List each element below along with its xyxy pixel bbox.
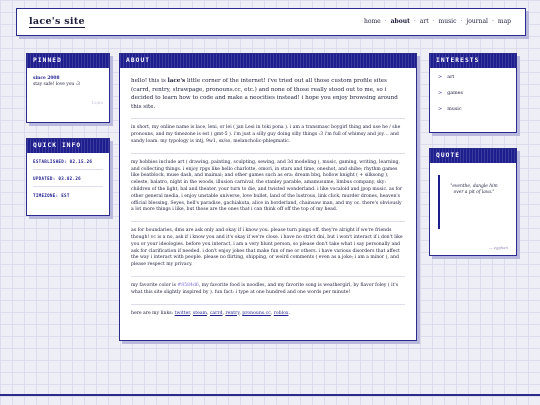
- divider: [131, 304, 405, 305]
- quote-source: — egghan: [488, 245, 508, 250]
- links-list: twitter, steam, carrd, rentry, pronouns.cc, roblox.: [174, 310, 290, 316]
- about-hobbies: my hobbies include art ( drawing, painting, sculpting, sewing, and 3d modeling ), music, gaming, writing, learning, and collecting things. i enjoy rpgs like hello charlotte, omori, in stars and time, oneshot, and shibe; rhythm games like beatblock, muse dash, and maimai; and other games such as era: dream bbq, hollow knight ( + silksong ), celeste, balatro, night in the woods, illusion carnival, the stanley parable, amamusume, limbus company, sky: children of the light, bal and theater, your turn to die, and twisted wonderland. i like vocaloid and jpop music. as for other general media, i enjoy unstable universe, love bullet, land of the lustrous, link click, murder drones, heaven's official blessing, Seyes, hell's paradise, gachiakuta, alice in borderland, chainsaw man, and my oc. there's obviously a lot more things i like, but those are the ones that i can think off off the top of my head.: [131, 159, 403, 213]
- arrow-icon: >: [438, 74, 443, 80]
- pinned-counter: 12/63: [91, 100, 103, 105]
- pinned-panel: [26, 53, 110, 123]
- link-rentry[interactable]: rentry: [225, 310, 240, 316]
- quote-panel: [429, 148, 517, 256]
- divider: [131, 118, 405, 119]
- link-carrd[interactable]: carrd: [209, 310, 223, 316]
- link-steam[interactable]: steam: [192, 310, 207, 316]
- divider: [131, 153, 405, 154]
- interests-list: [430, 68, 516, 112]
- interest-label: music: [447, 107, 462, 112]
- about-heading: ABOUT: [120, 54, 416, 68]
- quick-info-heading: QUICK INFO: [27, 139, 109, 153]
- nav-link-home[interactable]: home: [363, 18, 381, 25]
- nav-link-about[interactable]: about: [390, 18, 410, 25]
- interest-item[interactable]: [438, 90, 516, 96]
- footer-divider: [0, 394, 540, 396]
- quote-heading: QUOTE: [430, 149, 516, 163]
- interest-item[interactable]: [438, 106, 516, 112]
- nav-separator: ·: [432, 18, 435, 25]
- nav-link-art[interactable]: art: [419, 18, 429, 25]
- updated-date: UPDATED: 03.02.26: [33, 170, 103, 187]
- nav-separator: ·: [413, 18, 416, 25]
- nav-link-music[interactable]: music: [438, 18, 457, 25]
- about-intro: hello! this is lace's little corner of the internet! i've tried out all those custom profile sites (carrd, rentry, strawpage, pronouns.cc, etc.) and none of those really stood out to me, so i decided to learn how to code and make a neocities instead! i hope you enjoy browsing around this site.: [131, 78, 398, 110]
- site-owner-name: lace's: [167, 78, 186, 84]
- link-pronouns-cc[interactable]: pronouns.cc: [242, 310, 271, 316]
- arrow-icon: >: [438, 90, 443, 96]
- nav-link-journal[interactable]: journal: [466, 18, 488, 25]
- pinned-date: since 2008: [33, 76, 60, 81]
- divider: [131, 276, 405, 277]
- interest-item[interactable]: [438, 74, 516, 80]
- arrow-icon: >: [438, 106, 443, 112]
- interests-panel: [429, 53, 517, 133]
- about-panel: [119, 53, 417, 341]
- divider: [131, 221, 405, 222]
- pinned-text: stay safe! love you :3: [33, 82, 80, 87]
- site-header: [16, 8, 526, 36]
- established-date: ESTABLISHED: 02.15.26: [33, 153, 103, 170]
- interest-label: games: [447, 91, 463, 96]
- link-roblox[interactable]: roblox: [273, 310, 289, 316]
- favorite-color-value: #8584d6: [177, 282, 199, 288]
- about-links: here are my links: twitter, steam, carrd, rentry, pronouns.cc, roblox.: [131, 310, 290, 316]
- nav-separator: ·: [460, 18, 463, 25]
- quick-info-panel: [26, 138, 110, 216]
- about-identity: in short, my online name is lace, leni, or lei ( jan Lesi in toki pona ). i am a transmasc boygirl thing and use he / she pronouns, and my timezone is est ( gmt-5 ). i'm just a silly guy doing silly things :3 i'm full of whimsy and joy… and sandy loam. my typology is intj, 9w1, sx/so, melancholic-phlegmatic.: [131, 125, 401, 144]
- quote-text: "eventhe, dangle him over a pit of lava.": [438, 175, 508, 229]
- main-nav: [364, 18, 511, 25]
- site-title[interactable]: lace's site: [29, 16, 85, 27]
- nav-separator: ·: [384, 18, 387, 25]
- nav-link-map[interactable]: map: [497, 18, 511, 25]
- link-twitter[interactable]: twitter: [174, 310, 190, 316]
- pinned-heading: PINNED: [27, 54, 109, 68]
- about-favorites: my favorite color is #8584d6, my favorite food is noodles, and my favorite song is weathergirl, by flavor foley ( it's what this site slightly inspired by ). fun fact: i type at one hundred and one words per minute!: [131, 282, 399, 295]
- timezone: TIMEZONE: EST: [33, 193, 70, 198]
- interest-label: art: [447, 75, 455, 80]
- nav-separator: ·: [491, 18, 494, 25]
- about-boundaries: as for boundaries, dms are ask only and okay if i know you. please turn pings off. they're alright if we're friends though! vc is a no, ask if i know you and it's okay if we're close. i have no strict dni, but i won't interact if i don't like you or your ideologies. before you interact, i am a very blunt person, so please don't take what i say personally and ask for clarification if needed. i don't enjoy jokes that make fun of me or others. i have various disorders that affect the way i interact with people. please no flirting, shipping, or weird comments ( even as a joke; i am a minor ), and please respect my privacy.: [131, 228, 403, 268]
- interests-heading: INTERESTS: [430, 54, 516, 68]
